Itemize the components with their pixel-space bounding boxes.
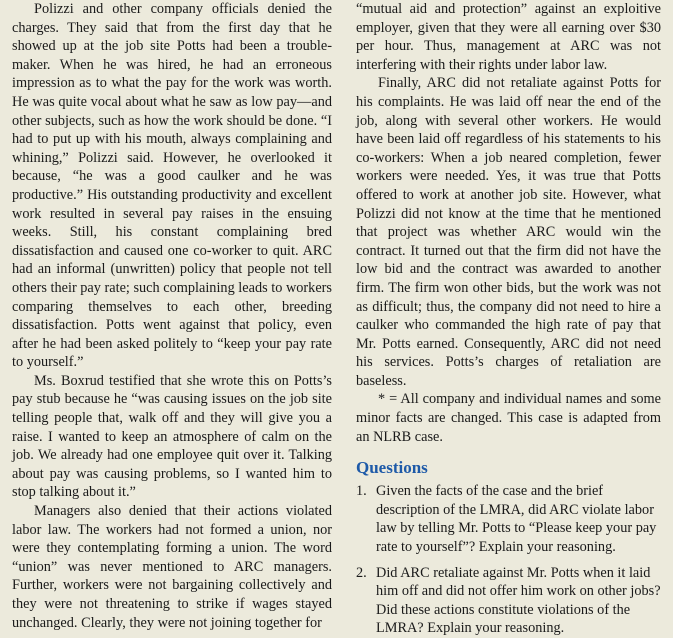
question-number: 2. <box>356 564 367 581</box>
left-column <box>12 0 332 631</box>
footnote: * = All company and individual names and some minor facts are changed. This case is adapted from an NLRB case. <box>356 391 661 445</box>
paragraph: “mutual aid and protection” against an exploitive employer, given that they were all earning over $30 per hour. Thus, management at ARC was not interfering with their rights under labor law. <box>356 1 661 73</box>
questions-heading: Questions <box>356 458 428 478</box>
question-number: 1. <box>356 483 367 500</box>
question-item <box>356 564 661 638</box>
question-item <box>356 482 661 556</box>
questions-list <box>356 482 661 638</box>
question-text: Given the facts of the case and the brief description of the LMRA, did ARC violate labor law by telling Mr. Potts to “Please keep your pay rate to yourself”? Explain your reasoning. <box>376 483 657 556</box>
paragraph: Ms. Boxrud testified that she wrote this on Potts’s pay stub because he “was causing issues on the job site telling people that, walk off and they will give you a raise. I wanted to keep an atmosphere of calm on the job. We already had one employee quit over it. Talking about pay was causing problems, so I wanted him to stop talking about it.” <box>12 372 332 501</box>
paragraph: Finally, ARC did not retaliate against Potts for his complaints. He was laid off near the end of the job, along with several other workers. He would have been laid off regardless of his statements to his co-workers: When a job neared completion, fewer workers were needed. Yes, it was true that Potts offered to work at another job site. However, what Polizzi did not know at the time that he mentioned that project was whether ARC would win the contract. It turned out that the firm did not have the low bid and the contract was awarded to another firm. The firm won other bids, but the work was not as difficult; thus, the company did not need to hire a caulker who commanded the high rate of pay that Mr. Potts earned. Consequently, ARC did not need his services. Potts’s charges of retaliation are baseless. <box>356 75 661 389</box>
paragraph: Polizzi and other company officials denied the charges. They said that from the first day that he showed up at the job site Potts had been a trouble-maker. When he was hired, he had an erroneous impression as to what the pay for the work was worth. He was quite vocal about what he saw as low pay—and other subjects, such as how the work should be done. “I had to put up with his mouth, always complaining and whining,” Polizzi said. However, he overlooked it because, “he was a good caulker and he was productive.” His outstanding productivity and excellent work resulted in several pay raises in the ensuing weeks. Still, his constant complaining bred dissatisfaction and caused one co-worker to quit. ARC had an informal (unwritten) policy that people not tell others their pay rate; such complaining leads to workers comparing themselves to each other, breeding dissatisfaction. Potts went against that policy, even after he had been asked politely to “keep your pay rate to yourself.” <box>12 1 332 371</box>
question-text: Did ARC retaliate against Mr. Potts when it laid him off and did not offer him work on other jobs? Did these actions constitute violations of the LMRA? Explain your reasoning. <box>376 564 661 637</box>
paragraph: Managers also denied that their actions violated labor law. The workers had not formed a union, nor were they contemplating forming a union. The word “union” was never mentioned to ARC managers. Further, workers were not bargaining collectively and they were not threatening to strike if wages stayed unchanged. Clearly, they were not joining together for <box>12 503 332 631</box>
right-column <box>356 0 661 637</box>
